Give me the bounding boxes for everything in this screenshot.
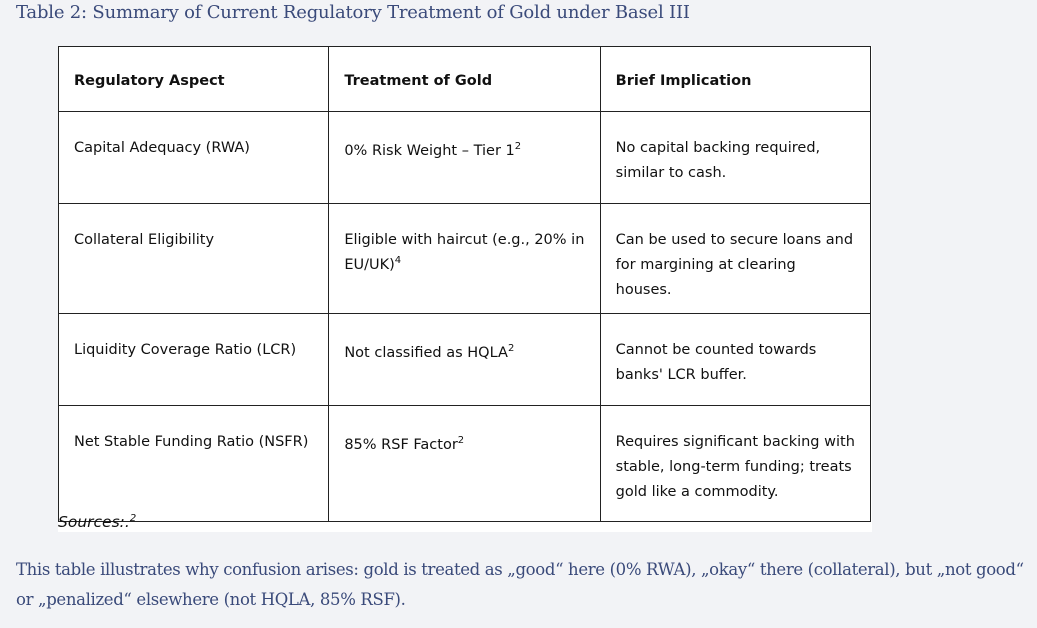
cell-treatment-text: Eligible with haircut (e.g., 20% in EU/UK): [344, 232, 585, 273]
cell-aspect-text: Capital Adequacy (RWA): [74, 140, 250, 156]
footnote-ref[interactable]: 2: [507, 343, 515, 354]
cell-aspect: [59, 406, 329, 522]
cell-treatment-text: Not classified as HQLA: [344, 345, 508, 361]
table-caption: Table 2: Summary of Current Regulatory Treatment of Gold under Basel III: [16, 2, 690, 23]
cell-treatment-text: 0% Risk Weight – Tier 1: [344, 143, 515, 159]
cell-aspect: [59, 204, 329, 314]
table-header-row: [59, 47, 871, 112]
cell-treatment: [329, 204, 600, 314]
regulatory-treatment-table: [58, 46, 871, 522]
cell-implication-text: No capital backing required, similar to cash.: [615, 140, 821, 181]
cell-treatment-text: 85% RSF Factor: [344, 437, 458, 453]
table-panel: [58, 46, 872, 532]
cell-aspect-text: Net Stable Funding Ratio (NSFR): [74, 434, 309, 450]
cell-implication-text: Requires significant backing with stable, long-term funding; treats gold like a commodity.: [615, 434, 855, 500]
cell-aspect-text: Liquidity Coverage Ratio (LCR): [74, 342, 297, 358]
table-row: [59, 112, 871, 204]
cell-treatment: [329, 314, 600, 406]
footnote-ref[interactable]: 2: [457, 435, 465, 446]
header-brief-implication: Brief Implication: [600, 47, 870, 112]
header-regulatory-aspect: Regulatory Aspect: [59, 47, 329, 112]
table-row: [59, 406, 871, 522]
table-row: [59, 204, 871, 314]
cell-treatment: [329, 112, 600, 204]
sources-note: [58, 513, 136, 531]
footnote-ref[interactable]: 4: [394, 255, 402, 266]
footnote-ref[interactable]: 2: [514, 141, 522, 152]
cell-aspect: [59, 314, 329, 406]
cell-treatment: [329, 406, 600, 522]
cell-implication-text: Cannot be counted towards banks' LCR buffer.: [615, 342, 817, 383]
sources-label: Sources:.: [58, 513, 130, 531]
cell-implication: [600, 314, 870, 406]
cell-aspect-text: Collateral Eligibility: [74, 232, 215, 248]
cell-implication-text: Can be used to secure loans and for margining at clearing houses.: [615, 232, 854, 298]
cell-aspect: [59, 112, 329, 204]
header-treatment-of-gold: Treatment of Gold: [329, 47, 600, 112]
table-row: [59, 314, 871, 406]
cell-implication: [600, 112, 870, 204]
sources-footnote-ref[interactable]: 2: [129, 513, 137, 524]
cell-implication: [600, 204, 870, 314]
body-paragraph: This table illustrates why confusion arises: gold is treated as „good“ here (0% RWA), „okay“ there (collateral), but „not good“ or „penalized“ elsewhere (not HQLA, 85% RSF).: [16, 560, 1024, 609]
cell-implication: [600, 406, 870, 522]
